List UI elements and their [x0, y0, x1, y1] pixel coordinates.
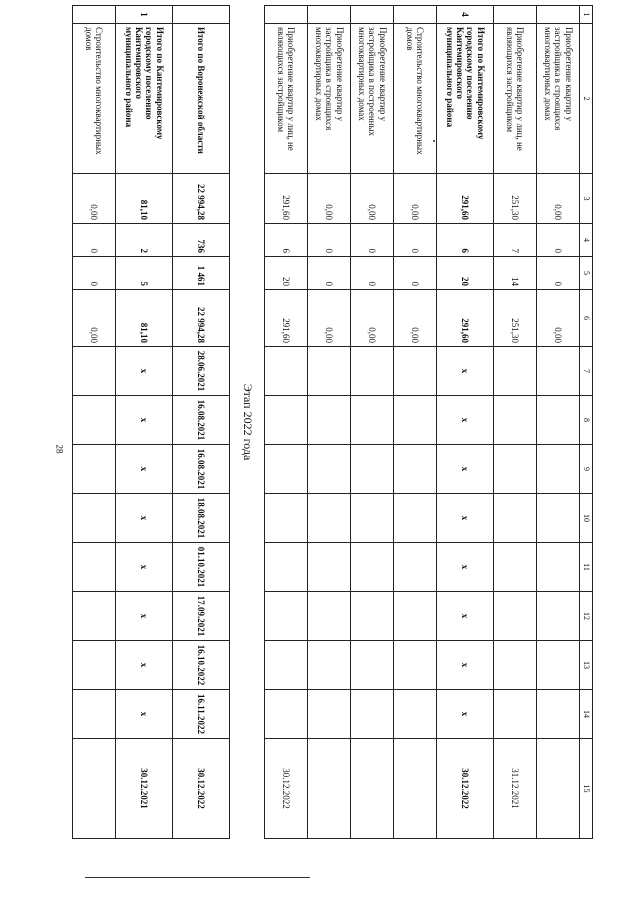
row-number-cell	[265, 6, 308, 24]
table-row	[537, 6, 580, 839]
date-cell	[537, 543, 580, 592]
header-cell: 13	[580, 641, 593, 690]
header-cell: 3	[580, 174, 593, 224]
value-cell: 1 461	[173, 257, 230, 290]
value-cell: 81,10	[116, 290, 173, 347]
value-cell: 22 994,28	[173, 174, 230, 224]
date-cell	[351, 690, 394, 739]
date-cell: х	[116, 445, 173, 494]
date-cell: х	[437, 641, 494, 690]
table-row	[73, 6, 116, 839]
date-cell	[308, 739, 351, 839]
item-name-cell: Приобретение квартир у застройщика в строящихся многоквартирных домах	[537, 24, 580, 174]
date-cell	[494, 543, 537, 592]
value-cell: 0	[308, 224, 351, 257]
date-cell	[394, 592, 437, 641]
table-row	[351, 6, 394, 839]
date-cell: 28.06.2021	[173, 347, 230, 396]
date-cell	[351, 543, 394, 592]
date-cell: 01.10.2021	[173, 543, 230, 592]
value-cell: 0	[537, 224, 580, 257]
table-row	[308, 6, 351, 839]
stage-row	[230, 6, 265, 839]
date-cell	[494, 641, 537, 690]
date-cell	[537, 347, 580, 396]
table-body	[73, 6, 593, 839]
value-cell: 0,00	[308, 290, 351, 347]
value-cell: 291,60	[265, 174, 308, 224]
date-cell	[265, 445, 308, 494]
value-cell: 6	[265, 224, 308, 257]
value-cell: 736	[173, 224, 230, 257]
value-cell: 0	[73, 257, 116, 290]
header-cell: 6	[580, 290, 593, 347]
date-cell: х	[116, 543, 173, 592]
value-cell: 0	[351, 224, 394, 257]
date-cell	[73, 592, 116, 641]
date-cell	[394, 347, 437, 396]
date-cell	[351, 641, 394, 690]
value-cell: 0,00	[73, 174, 116, 224]
value-cell: 14	[494, 257, 537, 290]
value-cell: 22 994,28	[173, 290, 230, 347]
value-cell: 251,30	[494, 174, 537, 224]
date-cell	[73, 445, 116, 494]
column-number-row	[580, 6, 593, 839]
date-cell	[494, 347, 537, 396]
date-cell: 18.08.2021	[173, 494, 230, 543]
date-cell: х	[437, 592, 494, 641]
item-name-cell: Строительство многоквартирных домов	[73, 24, 116, 174]
item-name-cell: Итого по Кантемировскому городскому поселению Кантемировского муниципального района	[437, 24, 494, 174]
date-cell	[494, 494, 537, 543]
value-cell: 0	[394, 224, 437, 257]
header-cell: 4	[580, 224, 593, 257]
date-cell	[265, 494, 308, 543]
date-cell: х	[437, 445, 494, 494]
date-cell: 31.12.2021	[494, 739, 537, 839]
date-cell: 16.11.2022	[173, 690, 230, 739]
date-cell	[394, 641, 437, 690]
value-cell: 7	[494, 224, 537, 257]
date-cell: х	[437, 347, 494, 396]
table-row	[437, 6, 494, 839]
value-cell: 291,60	[437, 174, 494, 224]
date-cell	[265, 592, 308, 641]
date-cell	[494, 445, 537, 494]
date-cell	[73, 641, 116, 690]
date-cell	[308, 445, 351, 494]
table-row	[173, 6, 230, 839]
date-cell	[394, 739, 437, 839]
resettlement-table	[72, 5, 593, 839]
date-cell	[537, 690, 580, 739]
item-name-cell: Итого по Воронежской области	[173, 24, 230, 174]
value-cell: 0,00	[394, 174, 437, 224]
value-cell: 0	[73, 224, 116, 257]
row-number-cell	[494, 6, 537, 24]
date-cell	[537, 445, 580, 494]
value-cell: 0,00	[73, 290, 116, 347]
item-name-cell: Итого по Кантемировскому городскому поселению Кантемировского муниципального района	[116, 24, 173, 174]
table-row	[394, 6, 437, 839]
value-cell: 5	[116, 257, 173, 290]
value-cell: 0	[351, 257, 394, 290]
value-cell: 0,00	[537, 174, 580, 224]
date-cell	[351, 445, 394, 494]
value-cell: 0	[394, 257, 437, 290]
date-cell	[394, 543, 437, 592]
date-cell	[394, 690, 437, 739]
date-cell	[308, 592, 351, 641]
date-cell: х	[116, 396, 173, 445]
value-cell: 0	[537, 257, 580, 290]
date-cell	[537, 396, 580, 445]
header-cell: 14	[580, 690, 593, 739]
date-cell	[494, 690, 537, 739]
date-cell	[73, 690, 116, 739]
page-number: 28	[54, 444, 65, 454]
date-cell	[351, 347, 394, 396]
row-number-cell: 4	[437, 6, 494, 24]
value-cell: 251,30	[494, 290, 537, 347]
rotated-table-sheet	[52, 5, 593, 838]
date-cell	[394, 396, 437, 445]
value-cell: 2	[116, 224, 173, 257]
bottom-rule	[85, 877, 310, 878]
value-cell: 20	[437, 257, 494, 290]
value-cell: 291,60	[265, 290, 308, 347]
header-cell: 11	[580, 543, 593, 592]
date-cell	[73, 543, 116, 592]
value-cell: 0,00	[351, 290, 394, 347]
date-cell: х	[437, 543, 494, 592]
date-cell	[537, 739, 580, 839]
item-name-cell: Приобретение квартир у лиц, не являющихся застройщиком	[265, 24, 308, 174]
date-cell: 30.12.2021	[116, 739, 173, 839]
date-cell	[494, 592, 537, 641]
date-cell: 16.08.2021	[173, 445, 230, 494]
header-cell: 7	[580, 347, 593, 396]
date-cell	[265, 641, 308, 690]
header-cell: 9	[580, 445, 593, 494]
value-cell: 0,00	[308, 174, 351, 224]
header-cell: 2	[580, 24, 593, 174]
date-cell: х	[116, 690, 173, 739]
date-cell: х	[116, 347, 173, 396]
date-cell	[308, 543, 351, 592]
header-cell: 1	[580, 6, 593, 24]
date-cell: х	[437, 494, 494, 543]
date-cell	[265, 543, 308, 592]
item-name-cell: Строительство многоквартирных домов	[394, 24, 437, 174]
date-cell: 17.09.2021	[173, 592, 230, 641]
table-row	[265, 6, 308, 839]
row-number-cell	[308, 6, 351, 24]
value-cell: 6	[437, 224, 494, 257]
date-cell	[394, 494, 437, 543]
date-cell: 16.10.2022	[173, 641, 230, 690]
date-cell: 16.08.2021	[173, 396, 230, 445]
date-cell: х	[437, 690, 494, 739]
header-cell: 5	[580, 257, 593, 290]
row-number-cell: 1	[116, 6, 173, 24]
item-name-cell: Приобретение квартир у застройщика в построенных многоквартирных домах	[351, 24, 394, 174]
date-cell	[265, 690, 308, 739]
date-cell	[265, 396, 308, 445]
date-cell	[351, 494, 394, 543]
row-number-cell	[394, 6, 437, 24]
header-cell: 8	[580, 396, 593, 445]
date-cell	[351, 396, 394, 445]
value-cell: 0,00	[394, 290, 437, 347]
date-cell: х	[116, 641, 173, 690]
header-cell: 15	[580, 739, 593, 839]
value-cell: 20	[265, 257, 308, 290]
row-number-cell	[351, 6, 394, 24]
value-cell: 81,10	[116, 174, 173, 224]
date-cell	[308, 641, 351, 690]
header-cell: 10	[580, 494, 593, 543]
value-cell: 0,00	[537, 290, 580, 347]
row-number-cell	[537, 6, 580, 24]
table-row	[494, 6, 537, 839]
row-number-cell	[73, 6, 116, 24]
row-number-cell	[173, 6, 230, 24]
item-name-cell: Приобретение квартир у застройщика в строящихся многоквартирных домах	[308, 24, 351, 174]
date-cell: х	[116, 494, 173, 543]
date-cell: 30.12.2022	[437, 739, 494, 839]
date-cell: 30.12.2022	[265, 739, 308, 839]
item-name-cell: Приобретение квартир у лиц, не являющихся застройщиком	[494, 24, 537, 174]
date-cell	[73, 396, 116, 445]
value-cell: 0	[308, 257, 351, 290]
date-cell	[351, 592, 394, 641]
date-cell	[537, 494, 580, 543]
date-cell	[308, 494, 351, 543]
value-cell: 0,00	[351, 174, 394, 224]
date-cell: х	[116, 592, 173, 641]
date-cell	[308, 347, 351, 396]
date-cell	[73, 494, 116, 543]
table-row	[116, 6, 173, 839]
date-cell	[351, 739, 394, 839]
date-cell	[494, 396, 537, 445]
header-cell: 12	[580, 592, 593, 641]
date-cell	[394, 445, 437, 494]
date-cell	[308, 690, 351, 739]
date-cell	[73, 739, 116, 839]
date-cell	[308, 396, 351, 445]
date-cell: х	[437, 396, 494, 445]
date-cell: 30.12.2022	[173, 739, 230, 839]
date-cell	[265, 347, 308, 396]
date-cell	[73, 347, 116, 396]
date-cell	[537, 641, 580, 690]
date-cell	[537, 592, 580, 641]
stage-title: Этап 2022 года	[230, 6, 265, 839]
value-cell: 291,60	[437, 290, 494, 347]
